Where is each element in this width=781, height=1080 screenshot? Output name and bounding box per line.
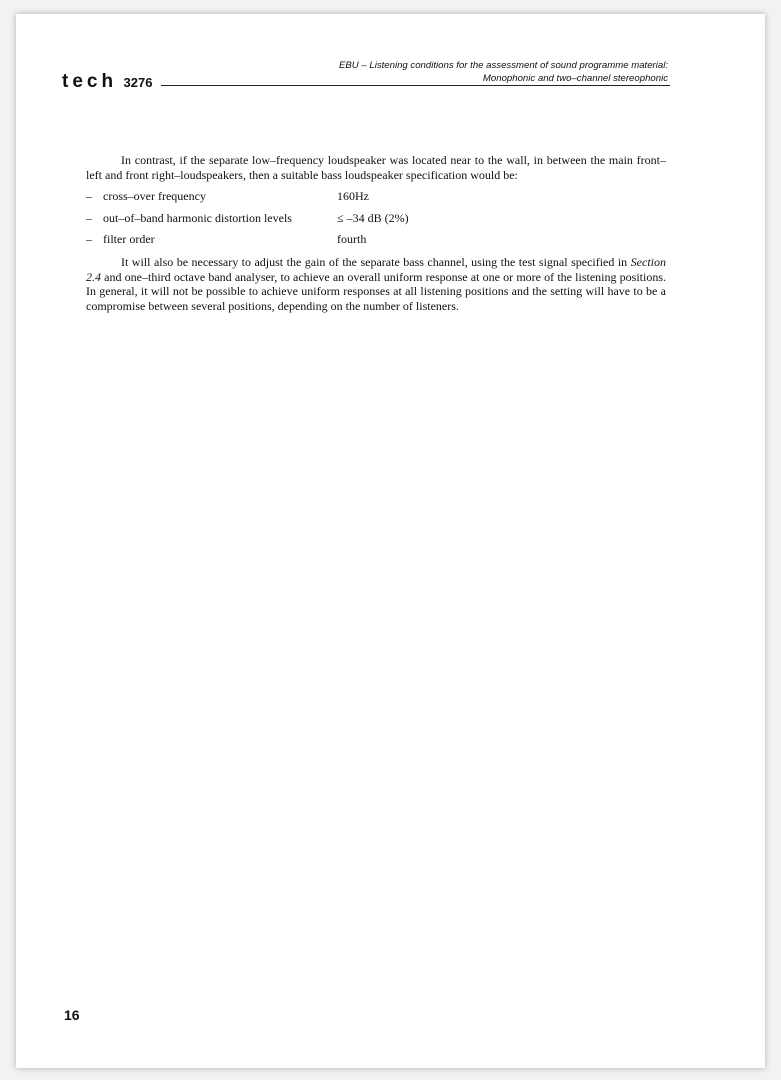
header-title-line-1: EBU – Listening conditions for the assessment of sound programme material: (338, 60, 668, 71)
spec-item-distortion (86, 211, 666, 226)
header-title-line-2: Monophonic and two–channel stereophonic (482, 72, 668, 84)
spec-item-crossover (86, 189, 666, 204)
spec-label: out–of–band harmonic distortion levels (103, 211, 292, 225)
spec-label: filter order (103, 232, 155, 246)
spec-item-filter-order (86, 232, 666, 247)
spec-value: ≤ –34 dB (2%) (337, 211, 409, 225)
spec-value: 160Hz (337, 189, 369, 203)
paragraph-text-end: and one–third octave band analyser, to achieve an overall uniform response at one or more of the listening positions. In general, it will not be possible to achieve uniform responses at all listening positions and the setting will have to be a compromise between several positions, depending on the number of listeners. (86, 269, 666, 313)
paragraph-text-start: It will also be necessary to adjust the gain of the separate bass channel, using the test signal specified in (121, 255, 631, 269)
list-bullet: – (86, 211, 92, 225)
page-number: 16 (64, 1007, 80, 1023)
list-bullet: – (86, 189, 92, 203)
running-header-title (339, 60, 668, 85)
brand-word: tech (62, 71, 118, 92)
spec-label: cross–over frequency (103, 189, 206, 203)
header-rule (161, 85, 670, 86)
paragraph-intro (86, 153, 666, 182)
document-number: 3276 (123, 75, 153, 90)
list-bullet: – (86, 232, 92, 246)
spec-value: fourth (337, 232, 367, 246)
paragraph-text (86, 255, 666, 313)
paragraph-text: In contrast, if the separate low–frequency loudspeaker was located near to the wall, in between the main front–left and front right–loudspeakers, then a suitable bass loudspeaker specification would be: (86, 153, 666, 182)
tech-logo (62, 71, 152, 93)
document-page (16, 14, 765, 1068)
paragraph-gain-adjustment (86, 255, 666, 313)
section-reference: Section 2.4 (86, 255, 666, 284)
